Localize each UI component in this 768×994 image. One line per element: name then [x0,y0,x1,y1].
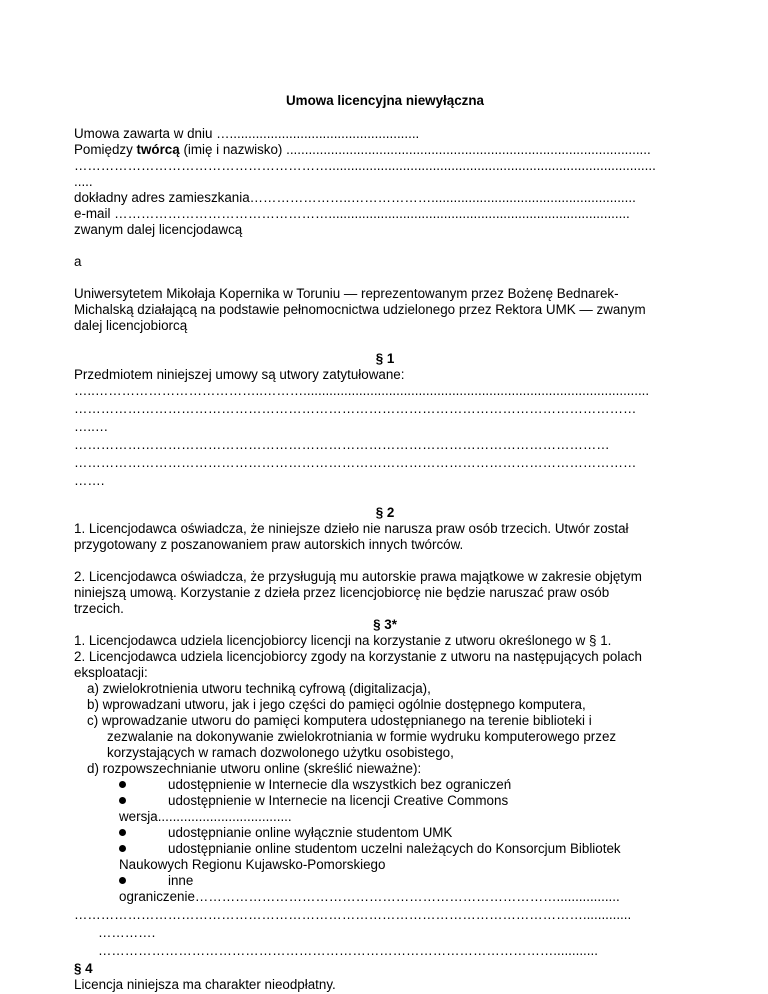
party2-line-3: dalej licencjobiorcą [74,318,188,333]
s3-item-c: c) wprowadzanie utworu do pamięci komputera udostępnianego na terenie biblioteki i [87,713,592,728]
s2-line-1: przygotowany z poszanowaniem praw autorskich innych twórców. [74,537,464,552]
s3-line-1: 2. Licencjodawca udziela licencjobiorcy zgody na korzystanie z utworu na następujących polach [74,649,642,664]
s1-line-6: ……. [74,473,105,488]
name-continuation-tail: ..... [74,174,93,189]
bullet-option-3-label: udostępnianie online wyłącznie studentom UMK [168,825,453,840]
s1-line-2: ……………………………………………………………………………………………………………… [74,401,637,416]
bullet-icon [119,797,126,804]
restriction-dots-1: ……………………………………………………………………………………………………............. [74,907,632,922]
section-4-heading: § 4 [74,961,93,976]
s3-line-2: eksploatacji: [74,665,148,680]
s1-line-5: ……………………………………………………………………………………………………………… [74,455,637,470]
creator-bold: twórcą [136,142,180,157]
consortium-cont-line: Naukowych Regionu Kujawsko-Pomorskiego [119,857,386,872]
bullet-option-4 [119,841,621,857]
bullet-option-5 [119,873,193,889]
section-2-heading: § 2 [375,505,395,520]
s1-line-0: Przedmiotem niniejszej umowy są utwory zatytułowane: [74,367,405,382]
s2-line-4: trzecich. [74,601,124,616]
bullet-icon [119,877,126,884]
licensor-label: zwanym dalej licencjodawcą [74,222,243,237]
s2-line-0: 1. Licencjodawca oświadcza, że niniejsze dzieło nie narusza praw osób trzecich. Utwór został [74,521,629,536]
s3-item-c-cont-2: korzystających w ramach dozwolonego użytku osobistego, [107,745,454,760]
bullet-option-2-label: udostępnienie w Internecie na licencji Creative Commons [168,793,509,808]
s1-line-4: ………………………………………………………………………………………………………… [74,437,610,452]
name-field-dots: (imię i nazwisko) .................................................................................................. [183,142,651,157]
between-creator-line [74,142,651,158]
s2-line-2: 2. Licencjodawca oświadcza, że przysługują mu autorskie prawa majątkowe w zakresie objętym [74,569,642,584]
s3-item-d: d) rozpowszechnianie utworu online (skreślić nieważne): [87,761,422,776]
party2-line-1: Uniwersytetem Mikołaja Kopernika w Toruniu — reprezentowanym przez Bożenę Bednarek- [74,286,619,301]
between-prefix: Pomiędzy [74,142,133,157]
section-1-heading: § 1 [375,351,395,366]
restriction-dots-3: …………………………………………………………………………………………............ [98,943,598,958]
bullet-option-5-label: inne [168,873,194,888]
s1-line-1: …..………………………………..………............................................................................................. [74,383,650,398]
bullet-icon [119,829,126,836]
bullet-option-1 [119,777,511,793]
s3-item-b: b) wprowadzani utworu, jak i jego części do pamięci ogólnie dostępnego komputera, [87,697,586,712]
bullet-icon [119,845,126,852]
document-title: Umowa licencyjna niewyłączna [286,93,484,108]
name-continuation-line: …………………………………………………........................................................................................ [74,158,656,173]
conjunction-a: a [74,254,82,269]
party2-line-2: Michalską działającą na podstawie pełnomocnictwa udzielonego przez Rektora UMK — zwanym [74,302,646,317]
bullet-option-4-label: udostępnianie online studentom uczelni należących do Konsorcjum Bibliotek [168,841,621,856]
s1-line-3: …..… [74,419,109,434]
bullet-option-1-label: udostępnienie w Internecie dla wszystkich bez ograniczeń [168,777,512,792]
contract-date-line: Umowa zawarta w dniu …................................................... [74,126,420,141]
restriction-dots-2: …………. [98,925,156,940]
bullet-option-3 [119,825,452,841]
cc-version-line: wersja.................................... [119,809,292,824]
s3-item-a: a) zwielokrotnienia utworu techniką cyfrową (digitalizacja), [87,681,431,696]
address-line: dokładny adres zamieszkania…………………..………………....................................................... [74,190,636,205]
s4-text: Licencja niniejsza ma charakter nieodpłatny. [74,977,336,992]
s3-item-c-cont-1: zezwalanie na dokonywanie zwielokrotniania w formie wydruku komputerowego przez [107,729,617,744]
s2-line-3: niniejszą umową. Korzystanie z dzieła przez licencjobiorcę nie będzie naruszać praw osób [74,585,610,600]
bullet-option-2 [119,793,508,809]
section-3-heading: § 3* [373,617,397,632]
s3-line-0: 1. Licencjodawca udziela licencjobiorcy licencji na korzystanie z utworu określonego w § 1. [74,633,612,648]
email-line: e-mail …………………………………………................................................................................. [74,206,630,221]
bullet-icon [119,781,126,788]
restriction-line: ograniczenie………………………………………………………………………................. [119,889,620,904]
